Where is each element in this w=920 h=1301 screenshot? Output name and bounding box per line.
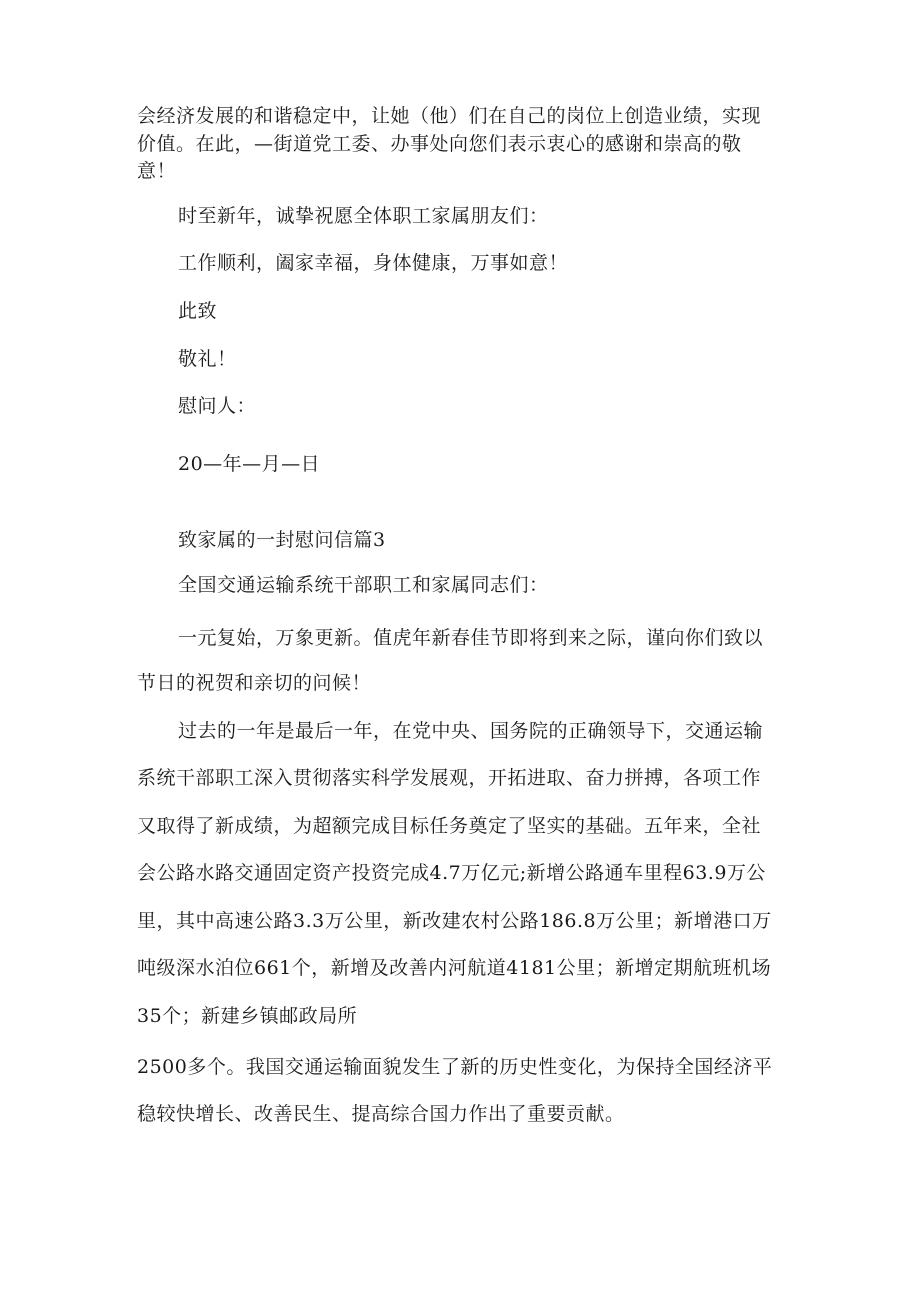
date-line: 20—年—月—日 bbox=[178, 453, 321, 475]
text-line: 吨级深水泊位661个，新增及改善内河航道4181公里；新增定期航班机场 bbox=[137, 957, 772, 979]
wishes-line: 工作顺利，阖家幸福，身体健康，万事如意！ bbox=[178, 252, 569, 274]
text-line: 2500多个。我国交通运输面貌发生了新的历史性变化，为保持全国经济平 bbox=[137, 1056, 773, 1078]
text-line: 里，其中高速公路3.3万公里，新改建农村公路186.8万公里；新增港口万 bbox=[137, 910, 772, 932]
text-line: 又取得了新成绩，为超额完成目标任务奠定了坚实的基础。五年来，全社 bbox=[137, 815, 762, 837]
text-line: 35个；新建乡镇邮政局所 bbox=[137, 1005, 358, 1027]
text-line: 意！ bbox=[137, 160, 177, 182]
signature-label: 慰问人： bbox=[178, 395, 257, 417]
text-line: 稳较快增长、改善民生、提高综合国力作出了重要贡献。 bbox=[137, 1103, 625, 1125]
closing-jingli: 敬礼！ bbox=[178, 348, 237, 370]
text-line: 价值。在此，—街道党工委、办事处向您们表示衷心的感谢和崇高的敬 bbox=[137, 133, 742, 155]
text-line: 会经济发展的和谐稳定中，让她（他）们在自己的岗位上创造业绩，实现 bbox=[137, 105, 762, 127]
text-line: 系统干部职工深入贯彻落实科学发展观，开拓进取、奋力拼搏，各项工作 bbox=[137, 767, 762, 789]
text-line: 过去的一年是最后一年，在党中央、国务院的正确领导下，交通运输 bbox=[178, 720, 764, 742]
salutation: 全国交通运输系统干部职工和家属同志们： bbox=[178, 574, 549, 596]
section-title: 致家属的一封慰问信篇3 bbox=[178, 529, 386, 551]
closing-cizhi: 此致 bbox=[178, 300, 218, 322]
text-line: 会公路水路交通固定资产投资完成4.7万亿元;新增公路通车里程63.9万公 bbox=[137, 862, 766, 884]
greeting-line: 时至新年，诚挚祝愿全体职工家属朋友们： bbox=[178, 205, 549, 227]
text-line: 一元复始，万象更新。值虎年新春佳节即将到来之际，谨向你们致以 bbox=[178, 627, 764, 649]
text-line: 节日的祝贺和亲切的问候！ bbox=[137, 672, 372, 694]
